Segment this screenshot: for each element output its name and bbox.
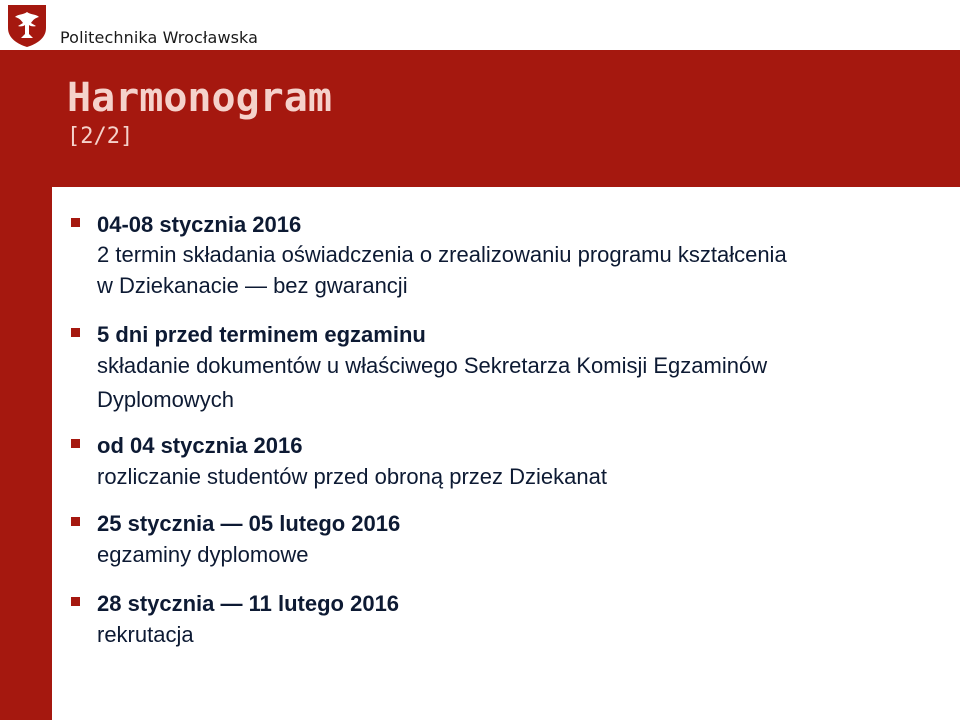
item-line: składanie dokumentów u właściwego Sekretarza Komisji Egzaminów	[97, 353, 768, 378]
list-item	[97, 321, 947, 417]
item-line: 2 termin składania oświadczenia o zrealizowaniu programu kształcenia	[97, 242, 787, 267]
item-heading: od 04 stycznia 2016	[97, 433, 303, 458]
item-line: Dyplomowych	[97, 387, 234, 412]
square-bullet-icon	[71, 597, 80, 606]
list-item	[97, 590, 947, 652]
square-bullet-icon	[71, 328, 80, 337]
item-line: egzaminy dyplomowe	[97, 542, 309, 567]
square-bullet-icon	[71, 439, 80, 448]
slide-subtitle: [2/2]	[67, 124, 134, 149]
item-line: rozliczanie studentów przed obroną przez Dziekanat	[97, 464, 607, 489]
item-heading: 04-08 stycznia 2016	[97, 212, 302, 237]
list-item	[97, 510, 947, 572]
item-heading: 28 stycznia — 11 lutego 2016	[97, 591, 400, 616]
item-heading: 5 dni przed terminem egzaminu	[97, 322, 426, 347]
item-heading: 25 stycznia — 05 lutego 2016	[97, 511, 401, 536]
list-item	[97, 432, 947, 494]
item-line: rekrutacja	[97, 622, 194, 647]
list-item	[97, 211, 947, 301]
university-name: Politechnika Wrocławska	[60, 28, 259, 47]
square-bullet-icon	[71, 218, 80, 227]
slide-title: Harmonogram	[67, 75, 332, 121]
item-line: w Dziekanacie — bez gwarancji	[97, 273, 408, 298]
square-bullet-icon	[71, 517, 80, 526]
